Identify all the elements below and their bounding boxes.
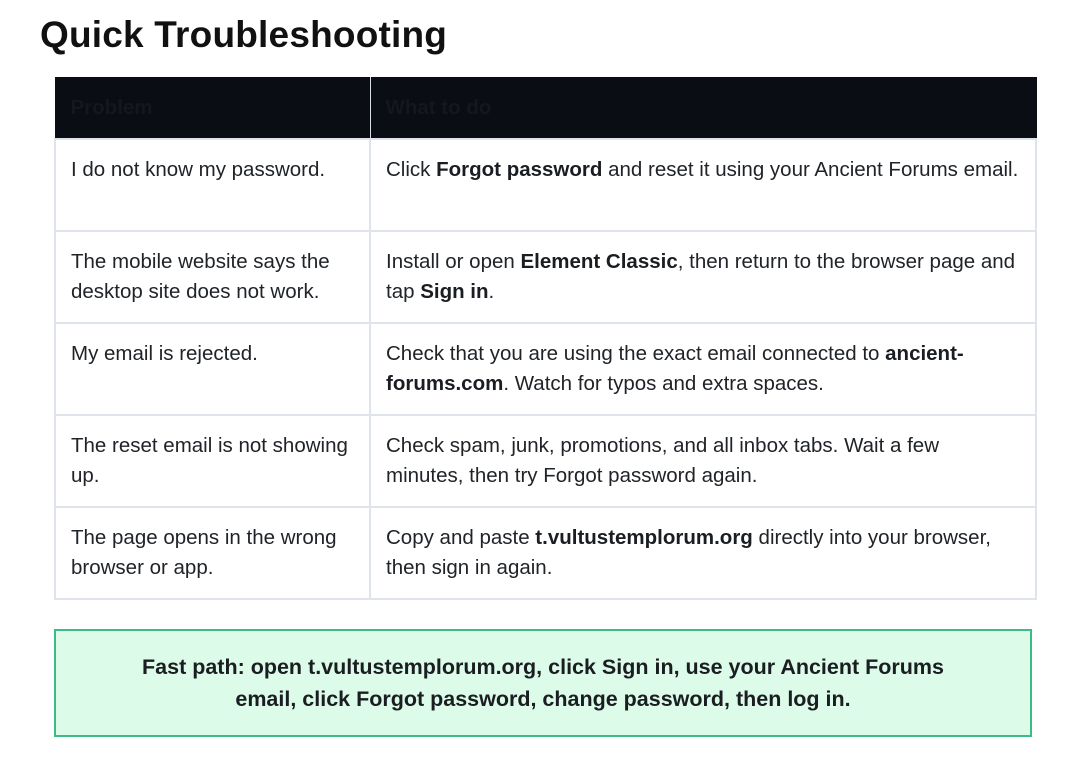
problem-cell: The reset email is not showing up. xyxy=(55,415,370,507)
problem-cell: The mobile website says the desktop site does not work. xyxy=(55,231,370,323)
solution-text: and reset it using your Ancient Forums email. xyxy=(602,158,1019,181)
solution-cell xyxy=(370,139,1036,231)
solution-text: . xyxy=(488,280,495,303)
fast-path-callout xyxy=(54,629,1032,737)
table-row xyxy=(55,507,1036,599)
solution-text: . Watch for typos and extra spaces. xyxy=(503,372,824,395)
solution-emphasis: Element Classic xyxy=(520,250,678,273)
column-header-what-to-do: What to do xyxy=(370,78,1036,140)
solution-cell xyxy=(370,231,1036,323)
page-title: Quick Troubleshooting xyxy=(40,14,448,55)
solution-text: , then return to the browser page and tap xyxy=(386,250,1016,303)
fast-path-text: Fast path: open t.vultustemplorum.org, click Sign in, use your Ancient Forums email, click Forgot password, change password, then log in. xyxy=(142,655,944,711)
solution-text: Check that you are using the exact email connected to xyxy=(386,342,886,365)
solution-emphasis: Sign in xyxy=(420,280,489,303)
table-row xyxy=(55,139,1036,231)
table-header-row xyxy=(55,78,1036,140)
table-row xyxy=(55,323,1036,415)
solution-cell xyxy=(370,323,1036,415)
problem-cell: The page opens in the wrong browser or app. xyxy=(55,507,370,599)
table-row xyxy=(55,231,1036,323)
problem-cell: My email is rejected. xyxy=(55,323,370,415)
solution-text: directly into your browser, then sign in again. xyxy=(386,526,991,579)
troubleshooting-table xyxy=(54,77,1037,600)
solution-text: Check spam, junk, promotions, and all inbox tabs. Wait a few minutes, then try Forgot password again. xyxy=(386,434,939,487)
solution-emphasis: ancient-forums.com xyxy=(386,342,964,395)
solution-cell xyxy=(370,507,1036,599)
solution-cell xyxy=(370,415,1036,507)
solution-text: Install or open xyxy=(386,250,521,273)
problem-cell: I do not know my password. xyxy=(55,139,370,231)
solution-text: Copy and paste xyxy=(386,526,536,549)
table-row xyxy=(55,415,1036,507)
solution-emphasis: t.vultustemplorum.org xyxy=(535,526,753,549)
table-body xyxy=(55,139,1036,599)
column-header-problem: Problem xyxy=(55,78,370,140)
solution-text: Click xyxy=(386,158,437,181)
solution-emphasis: Forgot password xyxy=(436,158,603,181)
